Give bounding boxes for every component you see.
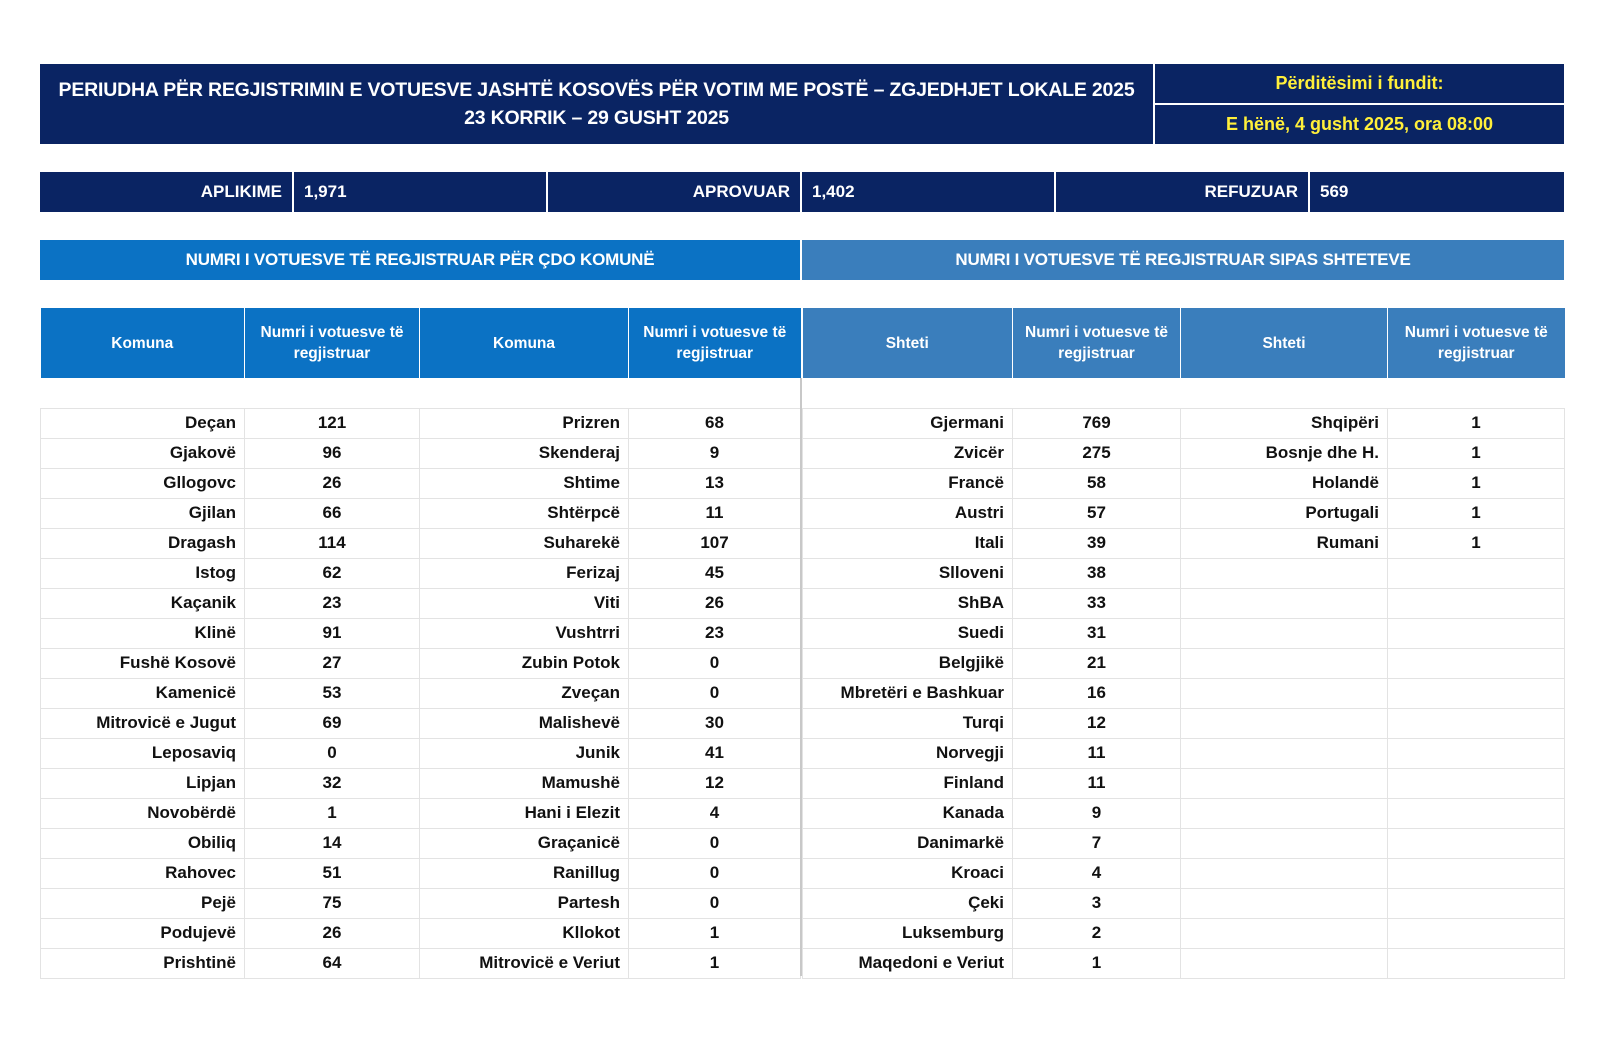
count-cell: 75 (245, 888, 420, 918)
rejected-label: REFUZUAR (1056, 172, 1310, 212)
name-cell: Norvegji (803, 738, 1013, 768)
last-update-label: Përditësimi i fundit: (1275, 73, 1444, 93)
count-cell: 66 (245, 498, 420, 528)
count-cell: 23 (245, 588, 420, 618)
name-cell: Luksemburg (803, 918, 1013, 948)
approved-value: 1,402 (802, 172, 1056, 212)
name-cell (1181, 558, 1388, 588)
title-line-2: 23 KORRIK – 29 GUSHT 2025 (464, 107, 729, 129)
name-cell: Finland (803, 768, 1013, 798)
count-cell: 4 (1013, 858, 1181, 888)
count-cell: 21 (1013, 648, 1181, 678)
count-cell: 30 (629, 708, 801, 738)
count-cell: 1 (1388, 498, 1565, 528)
name-cell: Dragash (41, 528, 245, 558)
name-cell: Zvicër (803, 438, 1013, 468)
table-row (803, 768, 1565, 798)
count-cell: 11 (1013, 738, 1181, 768)
count-cell: 0 (629, 888, 801, 918)
count-cell: 62 (245, 558, 420, 588)
count-cell: 9 (629, 438, 801, 468)
table-row (803, 468, 1565, 498)
count-cell: 7 (1013, 828, 1181, 858)
name-cell: Prishtinë (41, 948, 245, 978)
table-row (41, 678, 801, 708)
last-update-box (1155, 64, 1564, 144)
name-cell: Maqedoni e Veriut (803, 948, 1013, 978)
count-cell: 0 (629, 678, 801, 708)
name-cell: Danimarkë (803, 828, 1013, 858)
count-cell: 31 (1013, 618, 1181, 648)
name-cell: Mbretëri e Bashkuar (803, 678, 1013, 708)
name-cell: Kamenicë (41, 678, 245, 708)
col-header-country: Shteti (803, 308, 1013, 378)
name-cell: Obiliq (41, 828, 245, 858)
section-header-countries: NUMRI I VOTUESVE TË REGJISTRUAR SIPAS SHTETEVE (802, 240, 1564, 280)
count-cell: 41 (629, 738, 801, 768)
name-cell: Suharekë (420, 528, 629, 558)
count-cell: 57 (1013, 498, 1181, 528)
count-cell: 1 (1388, 528, 1565, 558)
name-cell: Hani i Elezit (420, 798, 629, 828)
table-row (803, 408, 1565, 438)
name-cell: Partesh (420, 888, 629, 918)
count-cell: 64 (245, 948, 420, 978)
count-cell: 23 (629, 618, 801, 648)
table-row (803, 828, 1565, 858)
table-row (803, 708, 1565, 738)
table-row (803, 918, 1565, 948)
count-cell: 4 (629, 798, 801, 828)
name-cell: Itali (803, 528, 1013, 558)
name-cell: Fushë Kosovë (41, 648, 245, 678)
name-cell: Shtime (420, 468, 629, 498)
count-cell: 51 (245, 858, 420, 888)
table-row (41, 408, 801, 438)
count-cell: 3 (1013, 888, 1181, 918)
name-cell: Francë (803, 468, 1013, 498)
count-cell: 2 (1013, 918, 1181, 948)
table-row (41, 948, 801, 978)
count-cell: 14 (245, 828, 420, 858)
applications-label: APLIKIME (40, 172, 294, 212)
name-cell: Mitrovicë e Jugut (41, 708, 245, 738)
name-cell: Leposaviq (41, 738, 245, 768)
name-cell: Klinë (41, 618, 245, 648)
count-cell: 39 (1013, 528, 1181, 558)
count-cell: 275 (1013, 438, 1181, 468)
count-cell (1388, 798, 1565, 828)
name-cell (1181, 948, 1388, 978)
table-row (803, 618, 1565, 648)
stats-bar (40, 172, 1564, 212)
header-spacer-row (803, 378, 1565, 408)
countries-body (803, 378, 1565, 978)
count-cell: 26 (629, 588, 801, 618)
count-cell: 0 (245, 738, 420, 768)
name-cell (1181, 678, 1388, 708)
name-cell: Shtërpcë (420, 498, 629, 528)
table-row (41, 498, 801, 528)
name-cell: Rahovec (41, 858, 245, 888)
name-cell: Malishevë (420, 708, 629, 738)
count-cell: 12 (1013, 708, 1181, 738)
count-cell (1388, 588, 1565, 618)
name-cell: Gjilan (41, 498, 245, 528)
name-cell: Pejë (41, 888, 245, 918)
count-cell: 1 (629, 918, 801, 948)
table-row (41, 468, 801, 498)
name-cell (1181, 798, 1388, 828)
name-cell: Belgjikë (803, 648, 1013, 678)
count-cell: 91 (245, 618, 420, 648)
table-row (803, 528, 1565, 558)
count-cell: 1 (1013, 948, 1181, 978)
count-cell: 1 (1388, 408, 1565, 438)
municipalities-table (40, 308, 801, 979)
count-cell: 0 (629, 858, 801, 888)
table-row (41, 918, 801, 948)
table-row (803, 648, 1565, 678)
name-cell: Shqipëri (1181, 408, 1388, 438)
col-header-municipality: Komuna (420, 308, 629, 378)
name-cell: Portugali (1181, 498, 1388, 528)
name-cell: Zveçan (420, 678, 629, 708)
count-cell (1388, 738, 1565, 768)
table-row (803, 438, 1565, 468)
name-cell: Lipjan (41, 768, 245, 798)
table-row (41, 648, 801, 678)
table-row (41, 618, 801, 648)
count-cell: 769 (1013, 408, 1181, 438)
name-cell: Kaçanik (41, 588, 245, 618)
name-cell (1181, 888, 1388, 918)
count-cell: 9 (1013, 798, 1181, 828)
name-cell: Ranillug (420, 858, 629, 888)
name-cell: Holandë (1181, 468, 1388, 498)
table-row (41, 708, 801, 738)
table-row (803, 498, 1565, 528)
table-row (803, 888, 1565, 918)
count-cell: 27 (245, 648, 420, 678)
name-cell: Gjermani (803, 408, 1013, 438)
name-cell (1181, 588, 1388, 618)
col-header-municipality: Komuna (41, 308, 245, 378)
name-cell: Junik (420, 738, 629, 768)
table-row (803, 738, 1565, 768)
name-cell (1181, 828, 1388, 858)
name-cell: Ferizaj (420, 558, 629, 588)
name-cell: Gjakovë (41, 438, 245, 468)
name-cell: Vushtrri (420, 618, 629, 648)
col-header-count: Numri i votuesve të regjistruar (1388, 308, 1565, 378)
count-cell: 68 (629, 408, 801, 438)
count-cell: 11 (629, 498, 801, 528)
col-header-count: Numri i votuesve të regjistruar (245, 308, 420, 378)
name-cell: Podujevë (41, 918, 245, 948)
approved-label: APROVUAR (548, 172, 802, 212)
table-row (41, 798, 801, 828)
count-cell: 107 (629, 528, 801, 558)
name-cell (1181, 918, 1388, 948)
table-row (41, 438, 801, 468)
name-cell: Suedi (803, 618, 1013, 648)
count-cell (1388, 858, 1565, 888)
col-header-country: Shteti (1181, 308, 1388, 378)
count-cell: 69 (245, 708, 420, 738)
count-cell (1388, 708, 1565, 738)
name-cell: Zubin Potok (420, 648, 629, 678)
count-cell: 16 (1013, 678, 1181, 708)
name-cell: Novobërdë (41, 798, 245, 828)
name-cell: Austri (803, 498, 1013, 528)
table-row (41, 738, 801, 768)
table-row (41, 528, 801, 558)
name-cell: Mitrovicë e Veriut (420, 948, 629, 978)
name-cell: Kllokot (420, 918, 629, 948)
count-cell: 1 (1388, 438, 1565, 468)
count-cell: 121 (245, 408, 420, 438)
rejected-value: 569 (1320, 182, 1349, 201)
table-row (803, 858, 1565, 888)
table-row (41, 828, 801, 858)
count-cell: 0 (629, 648, 801, 678)
count-cell: 96 (245, 438, 420, 468)
col-header-count: Numri i votuesve të regjistruar (629, 308, 801, 378)
section-header-municipalities: NUMRI I VOTUESVE TË REGJISTRUAR PËR ÇDO KOMUNË (40, 240, 800, 280)
count-cell: 26 (245, 468, 420, 498)
name-cell (1181, 858, 1388, 888)
count-cell: 45 (629, 558, 801, 588)
table-row (803, 798, 1565, 828)
count-cell (1388, 678, 1565, 708)
count-cell: 1 (1388, 468, 1565, 498)
name-cell (1181, 738, 1388, 768)
count-cell: 53 (245, 678, 420, 708)
count-cell: 13 (629, 468, 801, 498)
count-cell: 58 (1013, 468, 1181, 498)
name-cell: Deçan (41, 408, 245, 438)
header-spacer-row (41, 378, 801, 408)
title-line-1: PERIUDHA PËR REGJISTRIMIN E VOTUESVE JASHTË KOSOVËS PËR VOTIM ME POSTË – ZGJEDHJET LOKALE 2025 (58, 79, 1135, 101)
name-cell: Istog (41, 558, 245, 588)
table-row (41, 768, 801, 798)
table-row (41, 588, 801, 618)
name-cell: Graçanicë (420, 828, 629, 858)
count-cell: 33 (1013, 588, 1181, 618)
name-cell: Çeki (803, 888, 1013, 918)
col-header-count: Numri i votuesve të regjistruar (1013, 308, 1181, 378)
count-cell (1388, 648, 1565, 678)
table-row (803, 558, 1565, 588)
municipalities-body (41, 378, 801, 978)
name-cell: Rumani (1181, 528, 1388, 558)
last-update-value: E hënë, 4 gusht 2025, ora 08:00 (1155, 103, 1564, 144)
name-cell: Bosnje dhe H. (1181, 438, 1388, 468)
countries-table (802, 308, 1565, 979)
count-cell (1388, 828, 1565, 858)
table-row (803, 948, 1565, 978)
table-row (803, 678, 1565, 708)
count-cell: 11 (1013, 768, 1181, 798)
applications-value: 1,971 (294, 172, 548, 212)
page-title (40, 64, 1153, 144)
name-cell: Mamushë (420, 768, 629, 798)
count-cell: 26 (245, 918, 420, 948)
name-cell: Slloveni (803, 558, 1013, 588)
name-cell: Kroaci (803, 858, 1013, 888)
name-cell: Skenderaj (420, 438, 629, 468)
count-cell: 38 (1013, 558, 1181, 588)
name-cell: Prizren (420, 408, 629, 438)
table-row (41, 558, 801, 588)
count-cell (1388, 888, 1565, 918)
count-cell: 12 (629, 768, 801, 798)
name-cell (1181, 768, 1388, 798)
count-cell: 32 (245, 768, 420, 798)
name-cell (1181, 648, 1388, 678)
count-cell: 1 (629, 948, 801, 978)
table-row (803, 588, 1565, 618)
table-row (41, 888, 801, 918)
name-cell: ShBA (803, 588, 1013, 618)
table-row (41, 858, 801, 888)
count-cell (1388, 768, 1565, 798)
count-cell (1388, 618, 1565, 648)
name-cell (1181, 618, 1388, 648)
count-cell: 114 (245, 528, 420, 558)
count-cell: 1 (245, 798, 420, 828)
count-cell (1388, 558, 1565, 588)
name-cell: Gllogovc (41, 468, 245, 498)
count-cell (1388, 948, 1565, 978)
name-cell (1181, 708, 1388, 738)
name-cell: Viti (420, 588, 629, 618)
name-cell: Turqi (803, 708, 1013, 738)
count-cell (1388, 918, 1565, 948)
count-cell: 0 (629, 828, 801, 858)
name-cell: Kanada (803, 798, 1013, 828)
